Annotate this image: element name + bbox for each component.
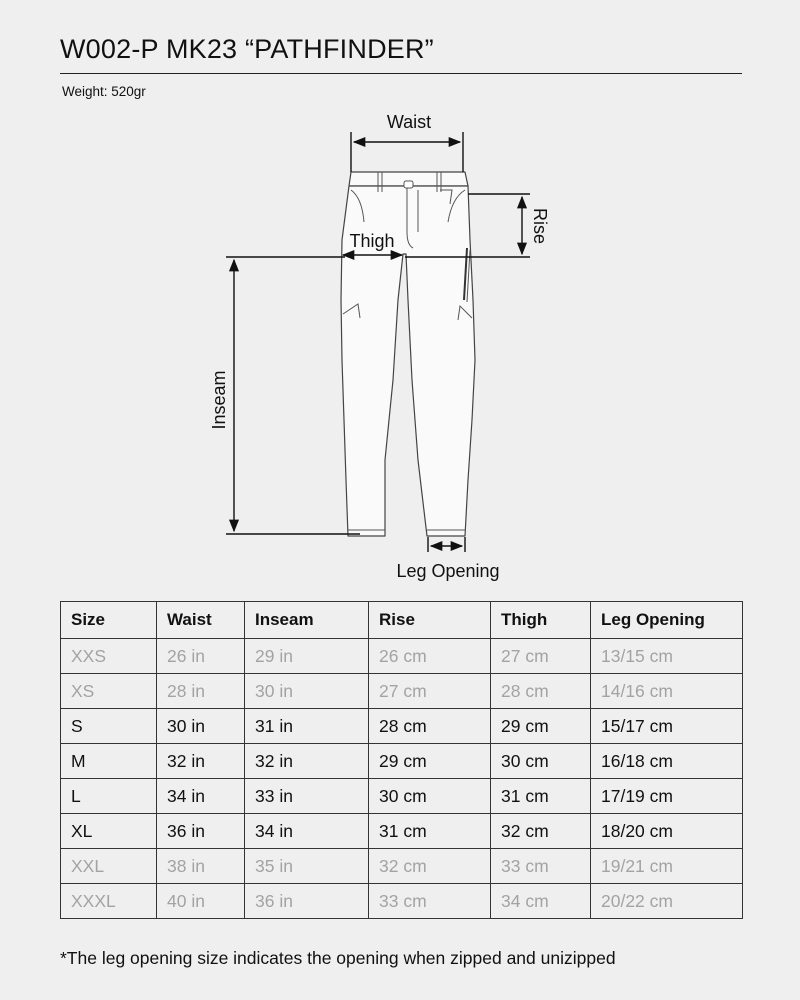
cell-thigh: 31 cm bbox=[491, 779, 591, 814]
table-row bbox=[61, 639, 743, 674]
cell-inseam: 29 in bbox=[245, 639, 369, 674]
cell-size: XS bbox=[61, 674, 157, 709]
cell-leg-opening: 18/20 cm bbox=[591, 814, 743, 849]
cell-waist: 32 in bbox=[157, 744, 245, 779]
cell-waist: 34 in bbox=[157, 779, 245, 814]
inseam-measure bbox=[226, 257, 360, 534]
cell-rise: 29 cm bbox=[369, 744, 491, 779]
cell-waist: 26 in bbox=[157, 639, 245, 674]
header-inseam: Inseam bbox=[245, 602, 369, 639]
thigh-label: Thigh bbox=[349, 231, 395, 251]
table-row bbox=[61, 814, 743, 849]
table-row bbox=[61, 849, 743, 884]
cell-thigh: 34 cm bbox=[491, 884, 591, 919]
weight-label: Weight: 520gr bbox=[62, 84, 146, 99]
leg-opening-label: Leg Opening bbox=[396, 561, 500, 581]
cell-thigh: 30 cm bbox=[491, 744, 591, 779]
title-divider bbox=[60, 73, 742, 74]
cell-leg-opening: 13/15 cm bbox=[591, 639, 743, 674]
pants-outline bbox=[341, 172, 475, 536]
cell-size: M bbox=[61, 744, 157, 779]
cell-inseam: 31 in bbox=[245, 709, 369, 744]
table-row bbox=[61, 709, 743, 744]
waist-label: Waist bbox=[386, 112, 432, 132]
header-thigh: Thigh bbox=[491, 602, 591, 639]
cell-size: XXXL bbox=[61, 884, 157, 919]
cell-thigh: 33 cm bbox=[491, 849, 591, 884]
header-rise: Rise bbox=[369, 602, 491, 639]
cell-leg-opening: 19/21 cm bbox=[591, 849, 743, 884]
cell-thigh: 27 cm bbox=[491, 639, 591, 674]
cell-leg-opening: 15/17 cm bbox=[591, 709, 743, 744]
cell-thigh: 28 cm bbox=[491, 674, 591, 709]
cell-waist: 36 in bbox=[157, 814, 245, 849]
cell-waist: 38 in bbox=[157, 849, 245, 884]
cell-inseam: 34 in bbox=[245, 814, 369, 849]
cell-thigh: 32 cm bbox=[491, 814, 591, 849]
pants-measurement-diagram bbox=[0, 100, 800, 590]
cell-inseam: 35 in bbox=[245, 849, 369, 884]
table-row bbox=[61, 884, 743, 919]
table-row bbox=[61, 744, 743, 779]
page-title: W002-P MK23 “PATHFINDER” bbox=[60, 34, 434, 64]
cell-waist: 30 in bbox=[157, 709, 245, 744]
cell-size: L bbox=[61, 779, 157, 814]
cell-rise: 32 cm bbox=[369, 849, 491, 884]
table-row bbox=[61, 674, 743, 709]
header-waist: Waist bbox=[157, 602, 245, 639]
footnote: *The leg opening size indicates the opening when zipped and unizipped bbox=[60, 948, 616, 968]
cell-inseam: 32 in bbox=[245, 744, 369, 779]
cell-waist: 40 in bbox=[157, 884, 245, 919]
cell-thigh: 29 cm bbox=[491, 709, 591, 744]
cell-leg-opening: 17/19 cm bbox=[591, 779, 743, 814]
cell-inseam: 30 in bbox=[245, 674, 369, 709]
cell-leg-opening: 14/16 cm bbox=[591, 674, 743, 709]
cell-size: XXS bbox=[61, 639, 157, 674]
cell-waist: 28 in bbox=[157, 674, 245, 709]
cell-rise: 26 cm bbox=[369, 639, 491, 674]
cell-leg-opening: 20/22 cm bbox=[591, 884, 743, 919]
cell-inseam: 36 in bbox=[245, 884, 369, 919]
table-row bbox=[61, 779, 743, 814]
cell-rise: 30 cm bbox=[369, 779, 491, 814]
cell-leg-opening: 16/18 cm bbox=[591, 744, 743, 779]
header-leg-opening: Leg Opening bbox=[591, 602, 743, 639]
table-header-row bbox=[61, 602, 743, 639]
cell-rise: 33 cm bbox=[369, 884, 491, 919]
waist-measure bbox=[351, 132, 463, 172]
cell-rise: 31 cm bbox=[369, 814, 491, 849]
cell-inseam: 33 in bbox=[245, 779, 369, 814]
leg-opening-measure bbox=[428, 537, 465, 552]
inseam-label: Inseam bbox=[209, 370, 229, 430]
cell-size: XXL bbox=[61, 849, 157, 884]
header-size: Size bbox=[61, 602, 157, 639]
rise-label: Rise bbox=[530, 207, 550, 245]
cell-size: S bbox=[61, 709, 157, 744]
size-chart-table bbox=[60, 601, 743, 919]
cell-rise: 27 cm bbox=[369, 674, 491, 709]
cell-rise: 28 cm bbox=[369, 709, 491, 744]
cell-size: XL bbox=[61, 814, 157, 849]
